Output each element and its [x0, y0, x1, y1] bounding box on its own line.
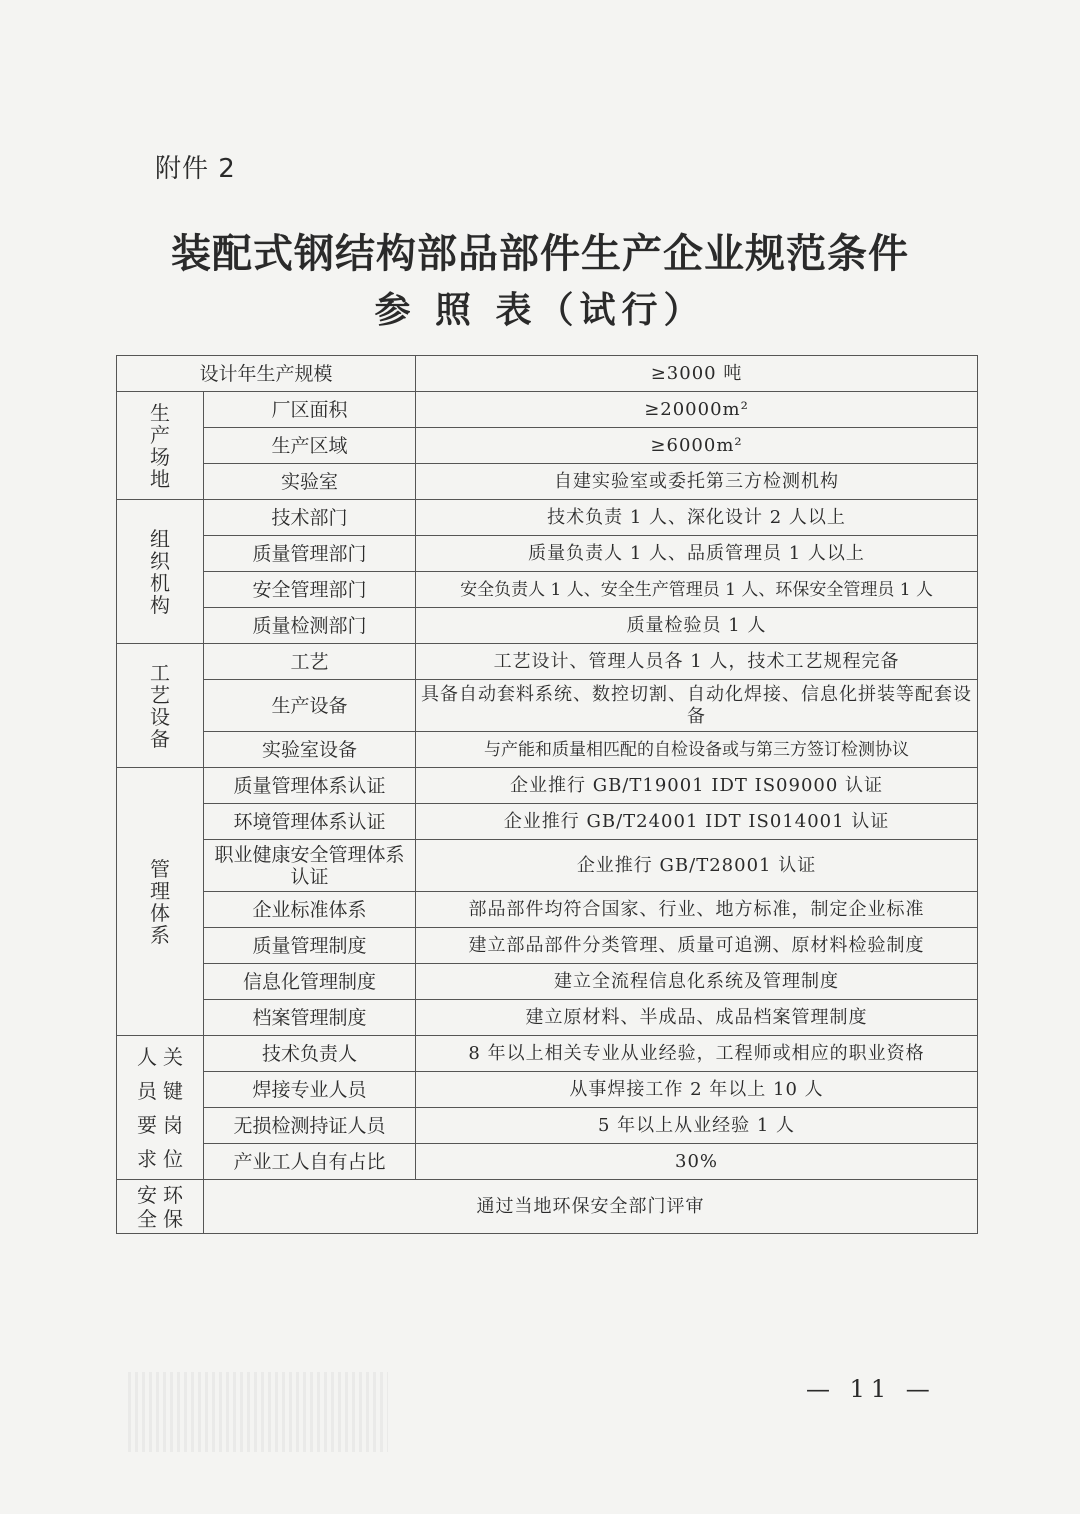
row-value: ≥6000m² — [416, 428, 978, 464]
table-row — [117, 680, 978, 732]
table-row — [117, 1108, 978, 1144]
table-row — [117, 732, 978, 768]
row-value: 企业推行 GB/T24001 IDT IS014001 认证 — [416, 804, 978, 840]
row-label: 企业标准体系 — [204, 892, 416, 928]
group-header-key-personnel — [117, 1036, 204, 1180]
header-char: 人 — [137, 1044, 157, 1069]
table-row — [117, 1036, 978, 1072]
row-value: 建立部品部件分类管理、质量可追溯、原材料检验制度 — [416, 928, 978, 964]
table-row — [117, 1000, 978, 1036]
row-value: 质量检验员 1 人 — [416, 608, 978, 644]
header-char: 关 — [163, 1044, 183, 1069]
row-value: 30% — [416, 1144, 978, 1180]
document-subtitle: 参 照 表（试行） — [374, 290, 706, 331]
table-row — [117, 572, 978, 608]
header-char: 全 — [137, 1206, 157, 1231]
row-value: 建立全流程信息化系统及管理制度 — [416, 964, 978, 1000]
env-safety-header-text — [134, 1183, 186, 1231]
row-label: 档案管理制度 — [204, 1000, 416, 1036]
row-label: 质量检测部门 — [204, 608, 416, 644]
group-header-environmental-safety — [117, 1180, 204, 1234]
header-char: 求 — [137, 1146, 157, 1171]
group-header-site: 生产场地 — [117, 392, 204, 500]
row-label: 实验室设备 — [204, 732, 416, 768]
page-number: — 11 — — [806, 1375, 936, 1403]
table-row — [117, 840, 978, 892]
row-label: 质量管理部门 — [204, 536, 416, 572]
row-label: 设计年生产规模 — [117, 356, 416, 392]
row-value: 8 年以上相关专业从业经验，工程师或相应的职业资格 — [416, 1036, 978, 1072]
row-label: 安全管理部门 — [204, 572, 416, 608]
table-row — [117, 464, 978, 500]
row-value: 质量负责人 1 人、品质管理员 1 人以上 — [416, 536, 978, 572]
header-char: 安 — [137, 1182, 157, 1207]
header-char: 键 — [163, 1078, 183, 1103]
row-label: 生产设备 — [204, 680, 416, 732]
header-char: 要 — [137, 1112, 157, 1137]
row-value: ≥3000 吨 — [416, 356, 978, 392]
group-header-organization: 组织机构 — [117, 500, 204, 644]
row-label: 工艺 — [204, 644, 416, 680]
row-value: 企业推行 GB/T19001 IDT IS09000 认证 — [416, 768, 978, 804]
row-label: 厂区面积 — [204, 392, 416, 428]
group-header-process-equipment: 工艺设备 — [117, 644, 204, 768]
table-row — [117, 892, 978, 928]
row-value: 建立原材料、半成品、成品档案管理制度 — [416, 1000, 978, 1036]
header-char: 位 — [163, 1146, 183, 1171]
header-char: 保 — [163, 1206, 183, 1231]
row-label: 实验室 — [204, 464, 416, 500]
key-personnel-header-text — [134, 1040, 186, 1176]
row-value: 技术负责 1 人、深化设计 2 人以上 — [416, 500, 978, 536]
table-row — [117, 1180, 978, 1234]
row-value: 部品部件均符合国家、行业、地方标准，制定企业标准 — [416, 892, 978, 928]
row-value: 5 年以上从业经验 1 人 — [416, 1108, 978, 1144]
table-row — [117, 392, 978, 428]
table-row — [117, 964, 978, 1000]
table-row — [117, 644, 978, 680]
row-label: 环境管理体系认证 — [204, 804, 416, 840]
row-value: 安全负责人 1 人、安全生产管理员 1 人、环保安全管理员 1 人 — [416, 572, 978, 608]
faded-stamp-mark — [128, 1372, 388, 1452]
header-char: 岗 — [163, 1112, 183, 1137]
row-value: 具备自动套料系统、数控切割、自动化焊接、信息化拼装等配套设备 — [416, 680, 978, 732]
row-label: 无损检测持证人员 — [204, 1108, 416, 1144]
row-label: 焊接专业人员 — [204, 1072, 416, 1108]
table-row — [117, 500, 978, 536]
table-row — [117, 1072, 978, 1108]
attachment-label: 附件 2 — [155, 154, 236, 184]
header-char: 环 — [163, 1182, 183, 1207]
table-row — [117, 768, 978, 804]
document-title: 装配式钢结构部品部件生产企业规范条件 — [171, 231, 909, 277]
header-char: 员 — [137, 1078, 157, 1103]
table-row — [117, 804, 978, 840]
row-label: 质量管理体系认证 — [204, 768, 416, 804]
group-header-management-system: 管理体系 — [117, 768, 204, 1036]
table-row — [117, 356, 978, 392]
row-value: 与产能和质量相匹配的自检设备或与第三方签订检测协议 — [416, 732, 978, 768]
table-row — [117, 428, 978, 464]
table-row — [117, 928, 978, 964]
table-row — [117, 1144, 978, 1180]
row-label: 生产区域 — [204, 428, 416, 464]
row-label: 技术负责人 — [204, 1036, 416, 1072]
row-value: 工艺设计、管理人员各 1 人，技术工艺规程完备 — [416, 644, 978, 680]
row-value: 通过当地环保安全部门评审 — [204, 1180, 978, 1234]
row-label: 信息化管理制度 — [204, 964, 416, 1000]
row-label: 职业健康安全管理体系认证 — [204, 840, 416, 892]
row-value: 企业推行 GB/T28001 认证 — [416, 840, 978, 892]
table-row — [117, 608, 978, 644]
row-value: 自建实验室或委托第三方检测机构 — [416, 464, 978, 500]
row-value: ≥20000m² — [416, 392, 978, 428]
specification-table — [116, 355, 978, 1234]
row-label: 产业工人自有占比 — [204, 1144, 416, 1180]
row-label: 技术部门 — [204, 500, 416, 536]
row-label: 质量管理制度 — [204, 928, 416, 964]
row-value: 从事焊接工作 2 年以上 10 人 — [416, 1072, 978, 1108]
table-row — [117, 536, 978, 572]
